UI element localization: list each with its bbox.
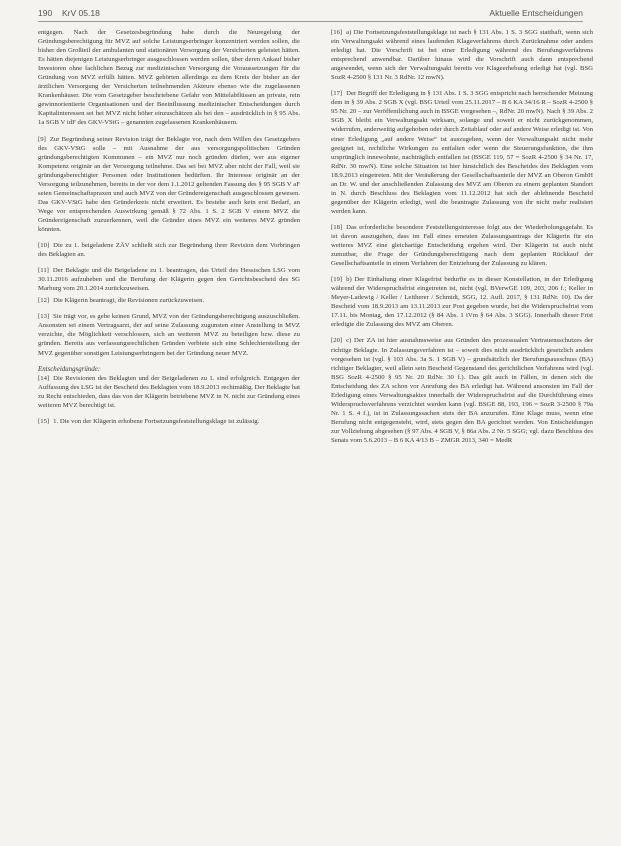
paragraph-20 xyxy=(331,336,593,445)
paragraph-number: [18] xyxy=(331,223,343,231)
paragraph-number: [15] xyxy=(38,417,50,425)
paragraph-14 xyxy=(38,374,300,410)
paragraph-number: [20] xyxy=(331,337,343,345)
paragraph-10 xyxy=(38,241,300,259)
running-header xyxy=(38,8,583,22)
paragraph-intro: entgegen. Nach der Gesetzesbegründung habe durch die Neuregelung der Gründungsberechtigung für MVZ auf solche Leistungserbringer konzentriert werden sollen, die bisher den Großteil der ambulanten und stationären Versorgung der Versicherten geleistet hätten. Es hätten diejenigen Leistungserbringer ausgeschlossen werden sollen, über deren Ankauf bisher Investoren ohne fachlichen Bezug zur medizinischen Versorgung die Voraussetzungen für die Gründung von MVZ erfüllt hätten. MVZ gehörten allerdings zu dem Kreis der bisher an der ärztlichen Versorgung der Versicherten teilnehmenden Akteure ebenso wie die zugelassenen Krankenhäuser. Die vom Gesetzgeber beschriebene Gefahr von Mittelabflüssen an private, rein gewinnorientierte Organisationen und der Beeinflussung medizinischer Entscheidungen durch Kapitalinteressen sei bei MVZ nicht höher einzuschätzen als bei den – ausdrücklich in § 95 Abs. 1a SGB V idF des GKV-VStG – genannten zugelassenen Krankenhäusern. xyxy=(38,29,300,127)
journal-code: KrV 05.18 xyxy=(62,8,100,18)
paragraph-11 xyxy=(38,266,300,293)
paragraph-text: Der Begriff der Erledigung in § 131 Abs. 1 S. 3 SGG entspricht nach herrschender Meinung dem in § 39 Abs. 2 SGB X (vgl. BSG Urteil vom 25.11.2017 – B 6 KA 34/16 R – SozR 4-2500 § 95 Nr. 20 – zur Veröffentlichung auch in BSGE vorgesehen –, RdNr. 20 mwN). Nach § 39 Abs. 2 SGB X bleibt ein Verwaltungsakt wirksam, solange und soweit er nicht zurückgenommen, widerrufen, anderweitig aufgehoben oder durch Zeitablauf oder auf andere Weise erledigt ist. Von einer Erledigung „auf andere Weise“ ist auszugehen, wenn der Verwaltungsakt nicht mehr geeignet ist, rechtliche Wirkungen zu entfalten oder wenn die Steuerungsfunktion, die ihm ursprünglich innewohnte, nachträglich entfallen ist (BSGE 119, 57 = SozR 4-2500 § 34 Nr. 17, RdNr. 30 mwN). Eine solche Situation ist hier hinsichtlich des Bescheides des Beklagten vom 18.9.2013 eingetreten. Mit der Veräußerung der Gesellschaftsanteile der MVZ an Oberon GmbH an Dr. W. und der anschließenden Zulassung des MVZ am Oberen zu einem geplanten Standort in N. durch Beschluss des Beklagten vom 11.12.2012 hat sich der ablehnende Bescheid gegenüber der Klägerin erledigt, weil die beantragte Zulassung von ihr nicht mehr realisiert werden kann. xyxy=(331,90,593,215)
paragraph-text: Zur Begründung seiner Revision trägt der Beklagte vor, nach dem Willen des Gesetzgebers des GKV-VStG solle – mit Ausnahme der aus versorgungspolitischen Gründen gründungsberechtigten Kommunen – ein MVZ nur noch gründen dürfen, wer aus eigener Kompetenz originär an der Versorgung teilnehme. Das sei bei MVZ aber nicht der Fall, weil sie gründungsberechtigter Personen oder Institutionen bedürften. Ihr Interesse originär an der Versorgung teilzunehmen, bereits in der vor dem 1.1.2012 geltenden Fassung des § 95 SGB V aF seien Gemeinschaftspraxen und auch MVZ von der Gründereigenschaft ausgeschlossen gewesen. Das GKV-VStG habe den Gründerkreis nicht erweitert. Es bestehe auch kein erst Bedarf, an Wege vor entsprechenden Auswirkung gemäß § 72 Abs. 1 S. 2 SGB V einem MVZ die Gründereigenschaft zuzuerkennen, weil die Gründer eines MVZ ein weiteres MVZ gründen könnten. xyxy=(38,135,300,233)
paragraph-text: 1. Die von der Klägerin erhobene Fortsetzungsfeststellungsklage ist zulässig. xyxy=(53,417,260,425)
paragraph-text: Der Beklagte und die Beigeladene zu 1. beantragen, das Urteil des Hessischen LSG vom 30.11.2016 aufzuheben und die Berufung der Klägerin gegen den Gerichtsbescheid des SG Marburg vom 20.1.2014 zurückzuweisen. xyxy=(38,267,300,293)
paragraph-number: [9] xyxy=(38,135,46,143)
header-rule xyxy=(38,21,583,22)
paragraph-text: Sie trägt vor, es gebe keinen Grund, MVZ von der Gründungsberechtigung auszuschließen. Ansonsten sei einem Vertragsarzt, der auf seine Zulassung zugunsten einer Anstellung in MVZ verzichte, die Möglichkeit verschlossen, sich an weiteren MVZ zu beteiligen bzw. diese zu gründen. Bereits aus verfassungsrechtlichen Gründen verbiete sich eine Schlechterstellung der MVZ gegenüber sonstigen Leistungserbringern bei der Gründung neuer MVZ. xyxy=(38,313,300,357)
paragraph-text: Die zu 1. beigeladene ZÄV schließt sich zur Begründung ihrer Revision dem Vorbringen des Beklagten an. xyxy=(38,242,300,259)
paragraph-number: [16] xyxy=(331,29,343,36)
paragraph-text: b) Der Einhaltung einer Klagefrist bedurfte es in dieser Konstellation, in der Erledigung während der Widerspruchsfrist eingetreten ist, nicht (vgl. BVerwGE 109, 203, 206 f.; Keller in Meyer-Ladewig / Keller / Leitherer / Schmidt, SGG, 12. Aufl. 2017, § 131 RdNr. 10). Da der Bescheid vom 18.9.2013 am 13.11.2013 zur Post gegeben wurde, bei die Widerspruchsfrist vom 17.11. bis Montag, den 17.12.2012 (§ 84 Abs. 1 iVm § 64 Abs. 3 SGG). Innerhalb dieser Frist erledigte die Zulassung des MVZ am Oberen. xyxy=(331,276,593,329)
paragraph-text: Das erforderliche besondere Feststellungsinteresse folgt aus der Wiederholungsgefahr. Es ist davon auszugehen, dass im Fall eines erneuten Zulassungsantrags der Klägerin für ein weiteres MVZ eine gleichartige Entscheidung ergehen wird. Der Klägerin ist auch nicht zumutbar, die Frage der Gründungsberechtigung nach dem geplanten Rückkauf der Gesellschaftsanteile in einem Verfahren der Entziehung der Zulassung zu klären. xyxy=(331,223,593,268)
paragraph-text: c) Der ZA ist hier ausnahmsweise aus Gründen des prozessualen Vertrauensschutzes der richtige Beklagte. In Zulassungsverfahren ist – soweit dies nicht ausdrücklich gesetzlich anders vorgesehen ist (vgl. § 103 Abs. 3a S. 1 SGB V) – grundsätzlich der Berufungsausschuss (BA) richtiger Beklagter, weil allein sein Bescheid Gegenstand des gerichtlichen Verfahrens wird (vgl. BSG SozR 4-2500 § 95 Nr. 20 RdNr. 30 f.). Das gilt auch in Fällen, in denen sich die Entscheidung des ZA schon vor Anrufung des BA erledigt hat. Während ansonsten im Fall der Erledigung eines Verwaltungsaktes innerhalb der Widerspruchsfrist auf die Durchführung eines Widerspruchsverfahrens verzichtet werden kann (vgl. BSGE 88, 193, 196 = SozR 3-2500 § 79a Nr. 1 S. 4 f.), ist in Zulassungssachen stets der BA anzurufen. Eine Klage muss, wenn eine Berufung nicht entgegensteht, wird, stets gegen den BA gerichtet werden. Von Entscheidungen zur Vollziehung abgesehen (§ 97 Abs. 4 SGB V, § 86a Abs. 2 Nr. 5 SGG; vgl. dazu Beschluss des Senats vom 5.6.2013 – B 6 KA 4/13 B – ZMGR 2013, 340 = MedR xyxy=(331,337,593,444)
paragraph-19 xyxy=(331,275,593,329)
paragraph-17 xyxy=(331,89,593,216)
paragraph-number: [11] xyxy=(38,267,49,275)
page-number: 190 xyxy=(38,8,53,18)
paragraph-number: [13] xyxy=(38,313,50,321)
paragraph-text: a) Die Fortsetzungsfeststellungsklage ist nach § 131 Abs. 1 S. 3 SGG statthaft, wenn sich ein Verwaltungsakt während eines laufenden Klageverfahrens durch Zurücknahme oder anders erledigt hat. Die Vorschrift ist bei einer Erledigung während des Berufungsverfahrens entsprechend anwendbar. Darüber hinaus wird die Vorschrift auch dann entsprechend angewendet, wenn sich der Verwaltungsakt bereits vor Klageerhebung erledigt hat (vgl. BSG SozR 4-2500 § 131 Nr. 3 RdNr. 12 mwN). xyxy=(331,29,593,82)
paragraph-15 xyxy=(38,417,300,426)
paragraph-number: [14] xyxy=(38,374,50,382)
section-title: Aktuelle Entscheidungen xyxy=(489,8,583,18)
right-column xyxy=(331,28,593,452)
left-column xyxy=(38,28,300,433)
paragraph-text: Die Klägerin beantragt, die Revisionen zurückzuweisen. xyxy=(53,297,205,305)
paragraph-text: Die Revisionen des Beklagten und der Beigeladenen zu 1. sind erfolgreich. Entgegen der Auffassung des LSG ist der Bescheid des Beklagten vom 18.9.2013 rechtmäßig. Der Beklagte hat zu Recht entschieden, dass das von der Klägerin betriebene MVZ in N. nicht zur Gründung eines weiteren MVZ berechtigt ist. xyxy=(38,374,300,409)
section-heading: Entscheidungsgründe: xyxy=(38,365,101,373)
paragraph-13 xyxy=(38,312,300,357)
paragraph-12 xyxy=(38,296,300,305)
paragraph-16 xyxy=(331,28,593,82)
paragraph-18 xyxy=(331,223,593,268)
paragraph-9 xyxy=(38,135,300,235)
paragraph-number: [10] xyxy=(38,242,50,250)
paragraph-number: [19] xyxy=(331,276,343,284)
paragraph-number: [17] xyxy=(331,90,343,98)
paragraph-number: [12] xyxy=(38,297,50,305)
